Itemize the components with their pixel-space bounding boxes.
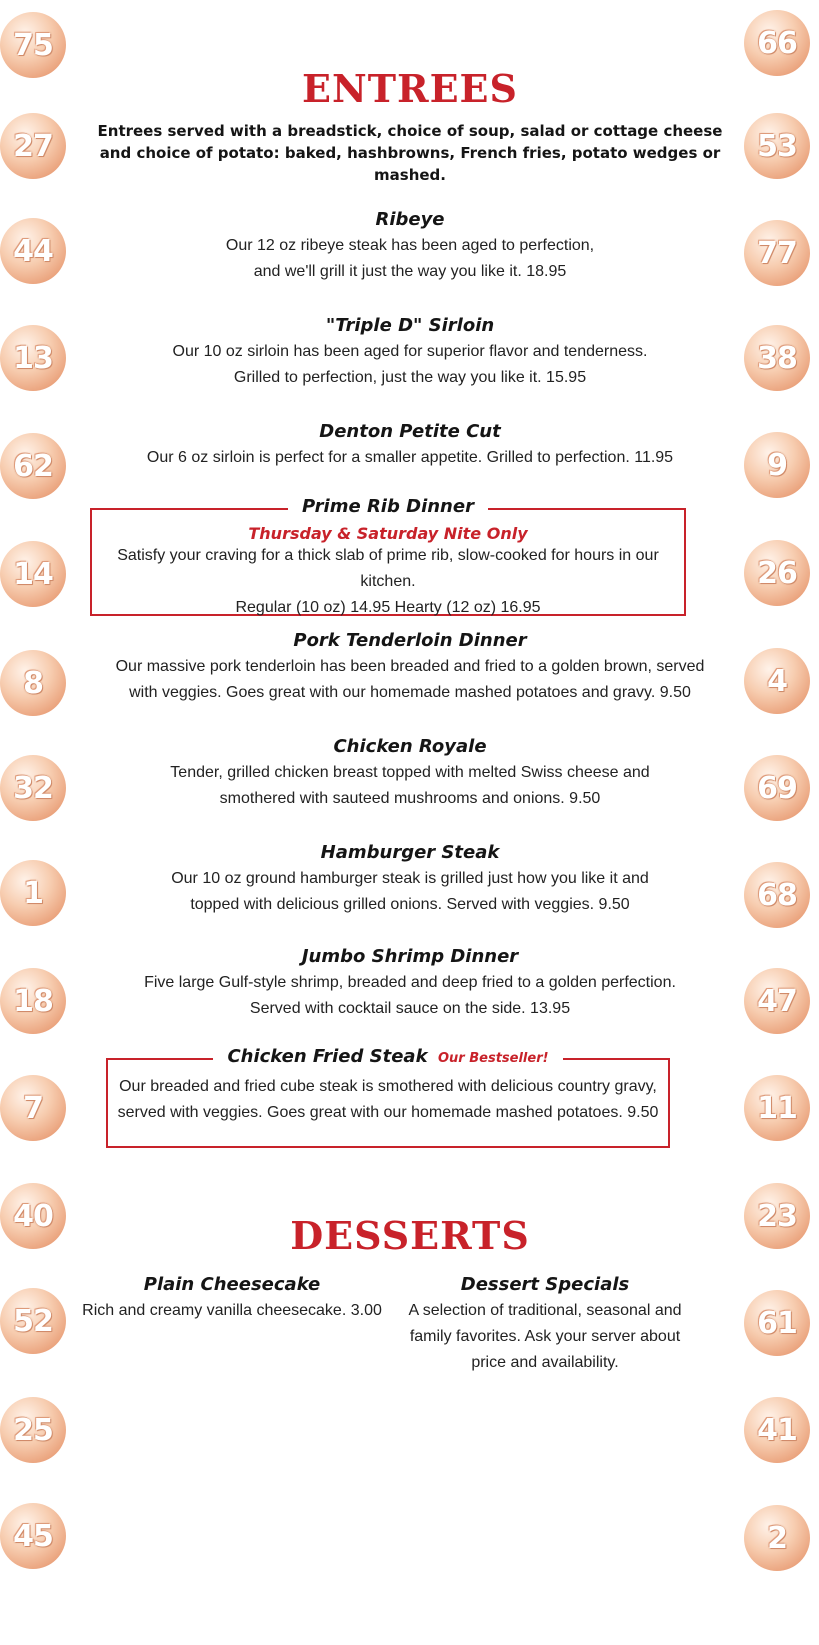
menu-item-name: "Triple D" Sirloin [325, 315, 495, 336]
menu-item-desc-line-1: Rich and creamy vanilla cheesecake. 3.00 [82, 1302, 382, 1319]
prime-rib-box [90, 496, 686, 616]
bingo-ball-right-5: 9 [744, 432, 810, 498]
bingo-ball-left-2: 27 [0, 113, 66, 179]
bingo-ball-left-15: 45 [0, 1503, 66, 1569]
menu-item-hamburger-steak [80, 840, 740, 918]
entrees-header [80, 66, 740, 111]
menu-item-desc-line-2: Served with cocktail sauce on the side. 13.95 [249, 1000, 571, 1017]
menu-item-pork-tenderloin-dinner [80, 628, 740, 706]
menu-item-name: Ribeye [375, 209, 445, 230]
menu-item-dessert-specials [400, 1272, 690, 1376]
menu-item-jumbo-shrimp-dinner [80, 944, 740, 1022]
menu-item-name: Pork Tenderloin Dinner [293, 630, 527, 651]
menu-item-name: Denton Petite Cut [319, 421, 501, 442]
menu-item-desc-line-2: Regular (10 oz) 14.95 Hearty (12 oz) 16.95 [235, 599, 541, 616]
bingo-ball-left-6: 14 [0, 541, 66, 607]
prime-rib-title-wrap [92, 494, 684, 520]
menu-item-name: Hamburger Steak [320, 842, 500, 863]
bingo-ball-right-6: 26 [744, 540, 810, 606]
entrees-title: ENTREES [302, 66, 518, 111]
bingo-ball-left-13: 52 [0, 1288, 66, 1354]
prime-rib-availability: Thursday & Saturday Nite Only [248, 524, 528, 543]
menu-item-desc-line-1: Our breaded and fried cube steak is smothered with delicious country gravy, [119, 1078, 657, 1095]
bingo-ball-left-1: 75 [0, 12, 66, 78]
prime-rib-body [92, 524, 684, 621]
menu-item-desc-line-1: Tender, grilled chicken breast topped with melted Swiss cheese and [170, 764, 650, 781]
bingo-ball-left-4: 13 [0, 325, 66, 391]
bingo-ball-left-9: 1 [0, 860, 66, 926]
bingo-ball-left-3: 44 [0, 218, 66, 284]
desserts-header [80, 1213, 740, 1258]
bingo-ball-right-1: 66 [744, 10, 810, 76]
entrees-intro [70, 120, 750, 186]
menu-item-desc-line-1: Our massive pork tenderloin has been breaded and fried to a golden brown, served [115, 658, 705, 675]
menu-item-name: Jumbo Shrimp Dinner [301, 946, 519, 967]
menu-item-chicken-royale [80, 734, 740, 812]
menu-item-denton-petite-cut [80, 419, 740, 471]
bingo-ball-right-2: 53 [744, 113, 810, 179]
menu-item-desc-line-2: smothered with sauteed mushrooms and onions. 9.50 [219, 790, 601, 807]
bingo-ball-right-14: 41 [744, 1397, 810, 1463]
bingo-ball-right-13: 61 [744, 1290, 810, 1356]
menu-item-desc-line-1: Our 10 oz ground hamburger steak is grilled just how you like it and [171, 870, 649, 887]
menu-item-name: Chicken Royale [333, 736, 487, 757]
bingo-ball-left-8: 32 [0, 755, 66, 821]
bingo-ball-right-9: 68 [744, 862, 810, 928]
menu-item-desc-line-1: Five large Gulf-style shrimp, breaded and deep fried to a golden perfection. [144, 974, 676, 991]
bingo-ball-right-11: 11 [744, 1075, 810, 1141]
menu-item-desc-line-1: Our 12 oz ribeye steak has been aged to perfection, [225, 237, 595, 254]
menu-item-desc-line-2: served with veggies. Goes great with our homemade mashed potatoes. 9.50 [117, 1104, 659, 1121]
bingo-ball-left-12: 40 [0, 1183, 66, 1249]
menu-item-triple-d-sirloin [80, 313, 740, 391]
bingo-ball-right-15: 2 [744, 1505, 810, 1571]
menu-item-desc-line-2: family favorites. Ask your server about [409, 1328, 681, 1345]
chicken-fried-steak-title-wrap [108, 1044, 668, 1070]
desserts-title: DESSERTS [290, 1213, 530, 1258]
menu-item-desc-line-1: Our 6 oz sirloin is perfect for a smaller appetite. Grilled to perfection. 11.95 [146, 449, 674, 466]
menu-item-desc-line-2: Grilled to perfection, just the way you like it. 15.95 [233, 369, 587, 386]
bestseller-badge: Our Bestseller! [438, 1051, 549, 1066]
bingo-ball-left-11: 7 [0, 1075, 66, 1141]
menu-item-name: Plain Cheesecake [143, 1274, 321, 1295]
bingo-ball-right-4: 38 [744, 325, 810, 391]
menu-item-plain-cheesecake [82, 1272, 382, 1324]
menu-item-desc-line-1: Satisfy your craving for a thick slab of prime rib, slow-cooked for hours in our kitchen. [117, 547, 659, 590]
bingo-ball-right-10: 47 [744, 968, 810, 1034]
bingo-ball-right-3: 77 [744, 220, 810, 286]
chicken-fried-steak-box [106, 1046, 670, 1148]
bingo-ball-left-7: 8 [0, 650, 66, 716]
menu-item-desc-line-1: Our 10 oz sirloin has been aged for superior flavor and tenderness. [172, 343, 648, 360]
bingo-ball-right-8: 69 [744, 755, 810, 821]
menu-item-name: Chicken Fried Steak [227, 1046, 428, 1067]
bingo-ball-right-12: 23 [744, 1183, 810, 1249]
menu-item-ribeye [80, 207, 740, 285]
bingo-ball-right-7: 4 [744, 648, 810, 714]
menu-item-desc-line-2: topped with delicious grilled onions. Served with veggies. 9.50 [190, 896, 630, 913]
menu-item-name: Prime Rib Dinner [288, 496, 488, 517]
bingo-ball-left-5: 62 [0, 433, 66, 499]
menu-item-desc-line-2: with veggies. Goes great with our homemade mashed potatoes and gravy. 9.50 [129, 684, 691, 701]
menu-item-desc-line-3: price and availability. [471, 1354, 619, 1371]
entrees-intro-line-2: and choice of potato: baked, hashbrowns, French fries, potato wedges or mashed. [99, 144, 721, 184]
entrees-intro-line-1: Entrees served with a breadstick, choice of soup, salad or cottage cheese [97, 122, 723, 140]
bingo-ball-left-10: 18 [0, 968, 66, 1034]
chicken-fried-steak-body [108, 1074, 668, 1126]
menu-item-desc-line-2: and we'll grill it just the way you like it. 18.95 [253, 263, 567, 280]
menu-item-name: Dessert Specials [460, 1274, 630, 1295]
bingo-ball-left-14: 25 [0, 1397, 66, 1463]
menu-item-desc-line-1: A selection of traditional, seasonal and [408, 1302, 682, 1319]
